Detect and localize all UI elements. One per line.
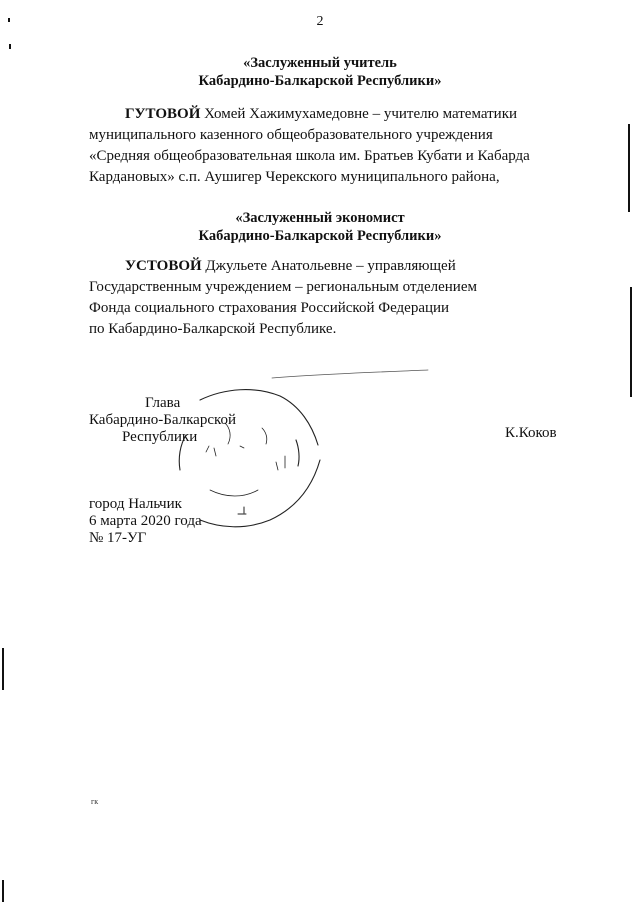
scan-mark bbox=[9, 44, 11, 49]
word: муниципального bbox=[89, 127, 197, 143]
word: общеобразовательная bbox=[153, 148, 292, 164]
word: Кабарда bbox=[477, 148, 530, 164]
award-paragraph-ustova bbox=[89, 256, 559, 340]
signatory-title-line: Республики bbox=[122, 429, 198, 445]
word: им. bbox=[338, 148, 361, 164]
word: Хомей bbox=[204, 106, 246, 122]
scan-edge-line bbox=[628, 124, 630, 212]
word: – bbox=[372, 106, 381, 122]
word: Братьев bbox=[364, 148, 414, 164]
recipient-name: УСТОВОЙ bbox=[125, 258, 202, 274]
word: – bbox=[356, 258, 364, 274]
word: учреждением bbox=[205, 279, 292, 295]
paragraph-line bbox=[89, 125, 559, 146]
word: отделением bbox=[402, 279, 477, 295]
word: учреждения bbox=[415, 127, 493, 143]
recipient-name: ГУТОВОЙ bbox=[125, 106, 201, 122]
footer-code: гк bbox=[91, 797, 99, 806]
word: Фонда bbox=[89, 300, 131, 316]
word: «Средняя bbox=[89, 148, 150, 164]
word: и bbox=[465, 148, 474, 164]
word: школа bbox=[295, 148, 336, 164]
signatory-title-line: Кабардино-Балкарской bbox=[89, 412, 237, 428]
word: Российской bbox=[300, 300, 375, 316]
document-number: № 17-УГ bbox=[89, 530, 147, 546]
award-title-line: «Заслуженный экономист bbox=[235, 210, 405, 226]
signatory-name: К.Коков bbox=[505, 425, 557, 441]
award-title-line: Кабардино-Балкарской Республики» bbox=[198, 228, 442, 244]
paragraph-line bbox=[89, 146, 559, 167]
word: социального bbox=[134, 300, 215, 316]
award-paragraph-gutova bbox=[89, 104, 559, 188]
word: общеобразовательного bbox=[266, 127, 413, 143]
document-info bbox=[89, 496, 202, 547]
page-number: 2 bbox=[316, 14, 324, 29]
word: Федерации bbox=[378, 300, 450, 316]
document-date: 6 марта 2020 года bbox=[89, 513, 202, 529]
word: Джульете bbox=[205, 258, 268, 274]
award-title-line: Кабардино-Балкарской Республики» bbox=[198, 73, 442, 89]
word: Анатольевне bbox=[270, 258, 353, 274]
document-city: город Нальчик bbox=[89, 496, 182, 512]
word: Хажимухамедовне bbox=[249, 106, 369, 122]
paragraph-line bbox=[89, 104, 559, 125]
word: казенного bbox=[199, 127, 263, 143]
scan-edge-line bbox=[2, 880, 4, 902]
award-title-teacher bbox=[0, 54, 640, 90]
paragraph-line: по Кабардино-Балкарской Республике. bbox=[89, 321, 337, 337]
paragraph-line bbox=[89, 298, 559, 319]
word: математики bbox=[442, 106, 518, 122]
award-title-line: «Заслуженный учитель bbox=[243, 55, 397, 71]
scan-edge-line bbox=[630, 287, 632, 397]
award-title-economist bbox=[0, 209, 640, 245]
word: управляющей bbox=[367, 258, 456, 274]
word: региональным bbox=[306, 279, 399, 295]
signatory-title-line: Глава bbox=[145, 395, 181, 411]
word: Государственным bbox=[89, 279, 202, 295]
word: – bbox=[295, 279, 303, 295]
signatory-title bbox=[89, 395, 236, 446]
paragraph-line bbox=[89, 277, 559, 298]
word: учителю bbox=[383, 106, 439, 122]
word: страхования bbox=[218, 300, 297, 316]
scan-edge-line bbox=[2, 648, 4, 690]
paragraph-line: Кардановых» с.п. Аушигер Черекского муниципального района, bbox=[89, 169, 500, 185]
paragraph-line bbox=[89, 256, 559, 277]
word: Кубати bbox=[417, 148, 462, 164]
